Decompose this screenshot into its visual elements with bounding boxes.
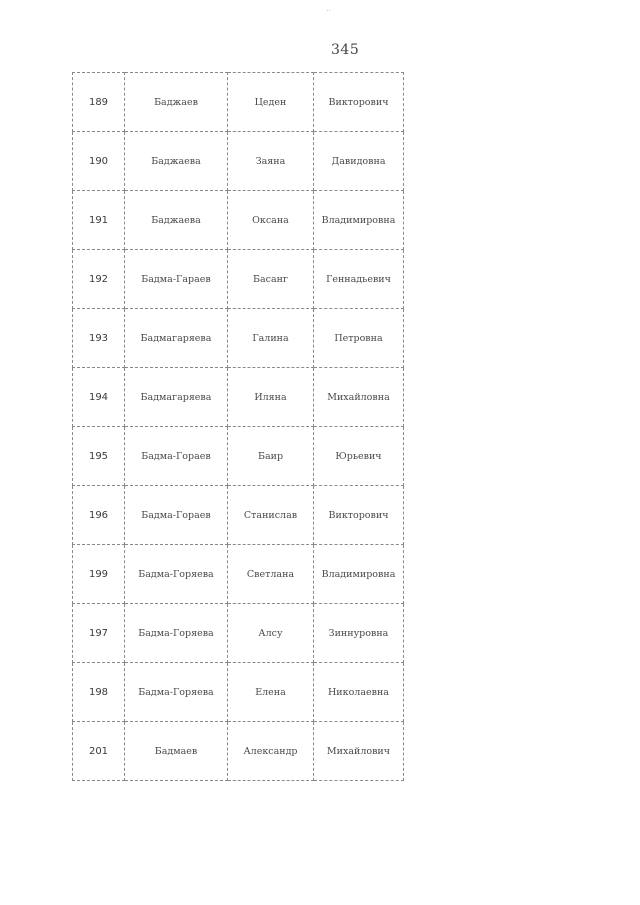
- row-number-cell: 198: [73, 663, 125, 722]
- first-name-cell: Галина: [228, 309, 314, 368]
- last-name-cell: Баджаева: [125, 132, 228, 191]
- patronymic-cell: Петровна: [314, 309, 404, 368]
- last-name-cell: Бадмаев: [125, 722, 228, 781]
- table-row: [73, 604, 404, 663]
- first-name-cell: Басанг: [228, 250, 314, 309]
- table-row: [73, 309, 404, 368]
- first-name-cell: Светлана: [228, 545, 314, 604]
- first-name-cell: Оксана: [228, 191, 314, 250]
- table-row: [73, 545, 404, 604]
- first-name-cell: Иляна: [228, 368, 314, 427]
- first-name-cell: Заяна: [228, 132, 314, 191]
- table-row: [73, 722, 404, 781]
- last-name-cell: Бадма-Горяева: [125, 604, 228, 663]
- row-number-cell: 194: [73, 368, 125, 427]
- patronymic-cell: Михайлович: [314, 722, 404, 781]
- table-row: [73, 73, 404, 132]
- roster-table: [72, 72, 404, 781]
- row-number-cell: 193: [73, 309, 125, 368]
- table-row: [73, 427, 404, 486]
- first-name-cell: Цеден: [228, 73, 314, 132]
- first-name-cell: Алсу: [228, 604, 314, 663]
- top-mark: ..: [326, 4, 332, 13]
- patronymic-cell: Зиннуровна: [314, 604, 404, 663]
- last-name-cell: Баджаева: [125, 191, 228, 250]
- last-name-cell: Бадма-Гораев: [125, 486, 228, 545]
- patronymic-cell: Викторович: [314, 486, 404, 545]
- patronymic-cell: Михайловна: [314, 368, 404, 427]
- row-number-cell: 196: [73, 486, 125, 545]
- first-name-cell: Станислав: [228, 486, 314, 545]
- page-number: 345: [331, 42, 360, 58]
- patronymic-cell: Викторович: [314, 73, 404, 132]
- row-number-cell: 197: [73, 604, 125, 663]
- patronymic-cell: Владимировна: [314, 191, 404, 250]
- first-name-cell: Александр: [228, 722, 314, 781]
- patronymic-cell: Давидовна: [314, 132, 404, 191]
- last-name-cell: Баджаев: [125, 73, 228, 132]
- table-row: [73, 663, 404, 722]
- first-name-cell: Елена: [228, 663, 314, 722]
- patronymic-cell: Владимировна: [314, 545, 404, 604]
- row-number-cell: 201: [73, 722, 125, 781]
- last-name-cell: Бадма-Горяева: [125, 545, 228, 604]
- patronymic-cell: Юрьевич: [314, 427, 404, 486]
- row-number-cell: 190: [73, 132, 125, 191]
- row-number-cell: 192: [73, 250, 125, 309]
- table-row: [73, 191, 404, 250]
- row-number-cell: 189: [73, 73, 125, 132]
- patronymic-cell: Николаевна: [314, 663, 404, 722]
- table-row: [73, 132, 404, 191]
- last-name-cell: Бадма-Гараев: [125, 250, 228, 309]
- table-row: [73, 368, 404, 427]
- first-name-cell: Баир: [228, 427, 314, 486]
- last-name-cell: Бадмагаряева: [125, 368, 228, 427]
- row-number-cell: 191: [73, 191, 125, 250]
- last-name-cell: Бадма-Гораев: [125, 427, 228, 486]
- last-name-cell: Бадма-Горяева: [125, 663, 228, 722]
- row-number-cell: 195: [73, 427, 125, 486]
- patronymic-cell: Геннадьевич: [314, 250, 404, 309]
- last-name-cell: Бадмагаряева: [125, 309, 228, 368]
- table-row: [73, 250, 404, 309]
- row-number-cell: 199: [73, 545, 125, 604]
- table-row: [73, 486, 404, 545]
